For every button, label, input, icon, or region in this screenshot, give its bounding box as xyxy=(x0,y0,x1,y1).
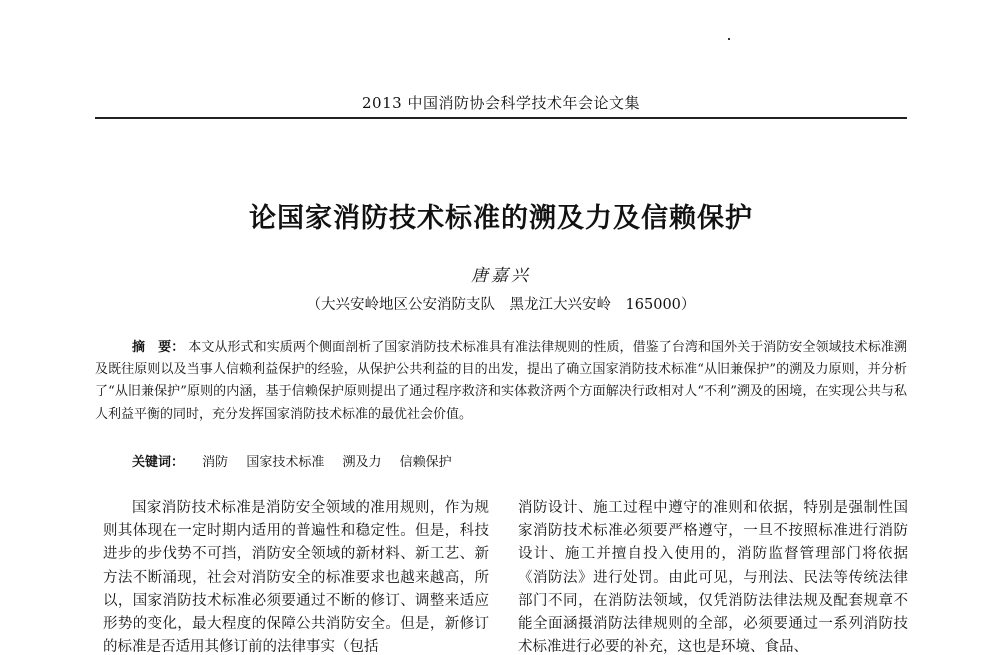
proceedings-header: 2013 中国消防协会科学技术年会论文集 xyxy=(362,94,640,112)
keywords-label: 关键词： xyxy=(132,455,185,470)
author-affiliation: （大兴安岭地区公安消防支队 黑龙江大兴安岭 165000） xyxy=(306,297,696,313)
body-right-column: 消防设计、施工过程中遵守的准则和依据，特别是强制性国家消防技术标准必须要严格遵守，一旦不按照标准进行消防设计、施工并擅自投入使用的，消防监督管理部门将依据《消防法》进行处罚。由此可见，与刑法、民法等传统法律部门不同，在消防法领域，仅凭消防法律法规及配套规章不能全面涵摄消防法律规则的全部，必须要通过一系列消防技术标准进行必要的补充，这也是环境、食品、 xyxy=(518,500,908,655)
paper-title: 论国家消防技术标准的溯及力及信赖保护 xyxy=(249,203,753,234)
abstract xyxy=(95,337,907,426)
abstract-label: 摘 要： xyxy=(132,340,185,355)
abstract-text: 本文从形式和实质两个侧面剖析了国家消防技术标准具有准法律规则的性质，借鉴了台湾和国外关于消防安全领域技术标准溯及既往原则以及当事人信赖利益保护的经验，从保护公共利益的目的出发，提出了确立国家消防技术标准“从旧兼保护”的溯及力原则，并分析了“从旧兼保护”原则的内涵，基于信赖保护原则提出了通过程序救济和实体救济两个方面解决行政相对人“不利”溯及的困境，在实现公共与私人利益平衡的同时，充分发挥国家消防技术标准的最优社会价值。 xyxy=(95,340,907,422)
keywords xyxy=(132,451,907,470)
scan-mark xyxy=(728,38,730,40)
body-left-column: 国家消防技术标准是消防安全领域的准用规则，作为规则其体现在一定时期内适用的普遍性和稳定性。但是，科技进步的步伐势不可挡，消防安全领域的新材料、新工艺、新方法不断涌现，社会对消防安全的标准要求也越来越高，所以，国家消防技术标准必须要通过不断的修订、调整来适应形势的变化，最大程度的保障公共消防安全。但是，新修订的标准是否适用其修订前的法律事实（包括 xyxy=(103,500,489,655)
keyword-item: 国家技术标准 xyxy=(246,455,325,470)
author-name: 唐嘉兴 xyxy=(471,266,531,286)
keyword-item: 溯及力 xyxy=(342,455,382,470)
keyword-item: 消防 xyxy=(202,455,229,470)
keyword-item: 信赖保护 xyxy=(399,455,452,470)
header-rule xyxy=(95,117,907,119)
